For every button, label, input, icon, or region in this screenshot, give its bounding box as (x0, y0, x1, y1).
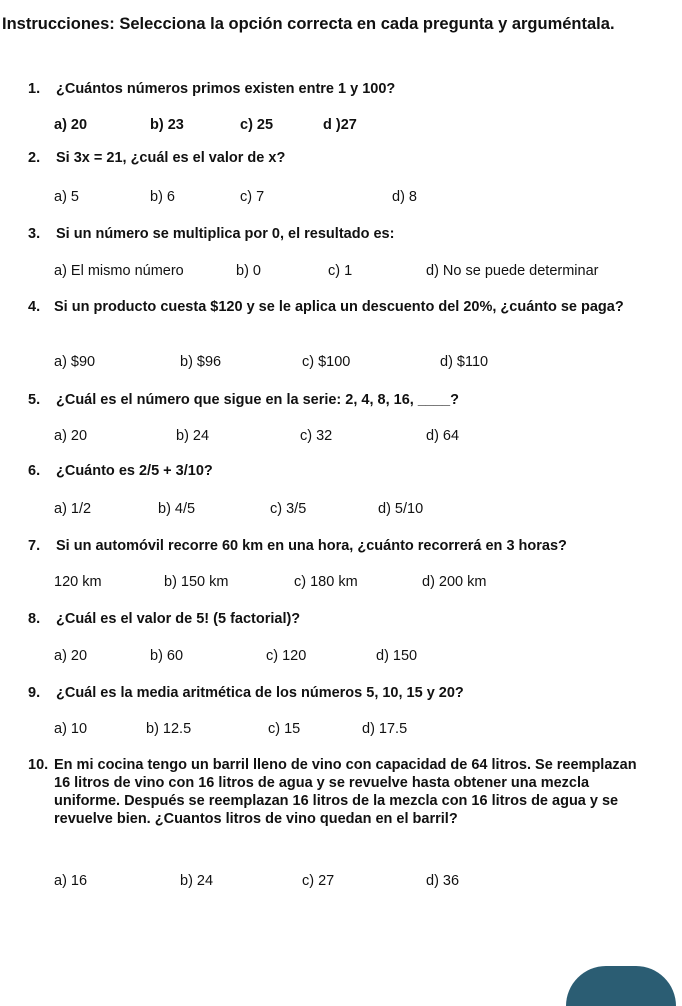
question-number: 4. (28, 299, 41, 315)
question-text: ¿Cuál es la media aritmética de los números 5, 10, 15 y 20? (56, 685, 464, 701)
q7-option-a[interactable]: 120 km (54, 574, 102, 590)
question-number: 9. (28, 685, 41, 701)
q7-option-d[interactable]: d) 200 km (422, 574, 487, 590)
q8-option-c[interactable]: c) 120 (266, 648, 307, 664)
q9-option-d[interactable]: d) 17.5 (362, 721, 408, 737)
q8-option-b[interactable]: b) 60 (150, 648, 184, 664)
question-number: 6. (28, 463, 41, 479)
q10-option-a[interactable]: a) 16 (54, 873, 88, 889)
q10-option-d[interactable]: d) 36 (426, 873, 460, 889)
question-text: ¿Cuántos números primos existen entre 1 y 100? (56, 81, 396, 97)
question-4 (28, 298, 654, 316)
q2-option-c[interactable]: c) 7 (240, 189, 265, 205)
question-5 (28, 391, 638, 409)
question-number: 3. (28, 226, 41, 242)
question-10 (28, 756, 652, 828)
question-7 (28, 537, 648, 555)
q3-option-c[interactable]: c) 1 (328, 263, 353, 279)
q1-option-b[interactable]: b) 23 (150, 117, 184, 133)
q6-option-b[interactable]: b) 4/5 (158, 501, 196, 517)
q7-option-b[interactable]: b) 150 km (164, 574, 229, 590)
q9-option-a[interactable]: a) 10 (54, 721, 88, 737)
q6-option-c[interactable]: c) 3/5 (270, 501, 307, 517)
question-3 (28, 225, 638, 243)
question-text: ¿Cuánto es 2/5 + 3/10? (56, 463, 213, 479)
question-text: Si un automóvil recorre 60 km en una hora, ¿cuánto recorrerá en 3 horas? (56, 538, 567, 554)
q9-option-b[interactable]: b) 12.5 (146, 721, 192, 737)
q4-option-b[interactable]: b) $96 (180, 354, 222, 370)
q3-option-a[interactable]: a) El mismo número (54, 263, 184, 279)
question-8 (28, 610, 638, 628)
question-number: 2. (28, 150, 41, 166)
q5-option-d[interactable]: d) 64 (426, 428, 460, 444)
question-6 (28, 462, 638, 480)
q2-option-b[interactable]: b) 6 (150, 189, 175, 205)
q2-option-d[interactable]: d) 8 (392, 189, 417, 205)
q1-option-a[interactable]: a) 20 (54, 117, 88, 133)
q8-option-d[interactable]: d) 150 (376, 648, 418, 664)
q4-option-c[interactable]: c) $100 (302, 354, 351, 370)
q3-option-b[interactable]: b) 0 (236, 263, 261, 279)
q5-option-c[interactable]: c) 32 (300, 428, 333, 444)
q8-option-a[interactable]: a) 20 (54, 648, 88, 664)
question-text: En mi cocina tengo un barril lleno de vino con capacidad de 64 litros. Se reemplazan 16 litros de vino con 16 litros de agua y se revuelve hasta obtener una mezcla uniforme. Después se reemplazan 16 litros de la mezcla con 16 litros de agua y se revuelve bien. ¿Cuantos litros de vino quedan en el barril? (54, 757, 637, 827)
question-number: 8. (28, 611, 41, 627)
q1-option-c[interactable]: c) 25 (240, 117, 274, 133)
question-text: ¿Cuál es el valor de 5! (5 factorial)? (56, 611, 301, 627)
question-number: 5. (28, 392, 41, 408)
question-1 (28, 80, 638, 98)
q2-option-a[interactable]: a) 5 (54, 189, 79, 205)
q6-option-a[interactable]: a) 1/2 (54, 501, 92, 517)
question-text: ¿Cuál es el número que sigue en la serie: 2, 4, 8, 16, ____? (56, 392, 459, 408)
question-text: Si 3x = 21, ¿cuál es el valor de x? (56, 150, 286, 166)
q6-option-d[interactable]: d) 5/10 (378, 501, 424, 517)
instructions-title: Instrucciones: Selecciona la opción correcta en cada pregunta y arguméntala. (2, 15, 615, 33)
q5-option-a[interactable]: a) 20 (54, 428, 88, 444)
q5-option-b[interactable]: b) 24 (176, 428, 210, 444)
q3-option-d[interactable]: d) No se puede determinar (426, 263, 599, 279)
q10-option-c[interactable]: c) 27 (302, 873, 335, 889)
question-text: Si un producto cuesta $120 y se le aplica un descuento del 20%, ¿cuánto se paga? (54, 299, 624, 315)
question-text: Si un número se multiplica por 0, el resultado es: (56, 226, 395, 242)
q4-option-d[interactable]: d) $110 (440, 354, 489, 370)
q1-option-d[interactable]: d )27 (323, 117, 357, 133)
corner-shape (566, 966, 676, 1006)
question-9 (28, 684, 638, 702)
q9-option-c[interactable]: c) 15 (268, 721, 301, 737)
question-number: 10. (28, 757, 49, 773)
question-number: 1. (28, 81, 41, 97)
q10-option-b[interactable]: b) 24 (180, 873, 214, 889)
q7-option-c[interactable]: c) 180 km (294, 574, 358, 590)
question-2 (28, 149, 638, 167)
q4-option-a[interactable]: a) $90 (54, 354, 96, 370)
question-number: 7. (28, 538, 41, 554)
